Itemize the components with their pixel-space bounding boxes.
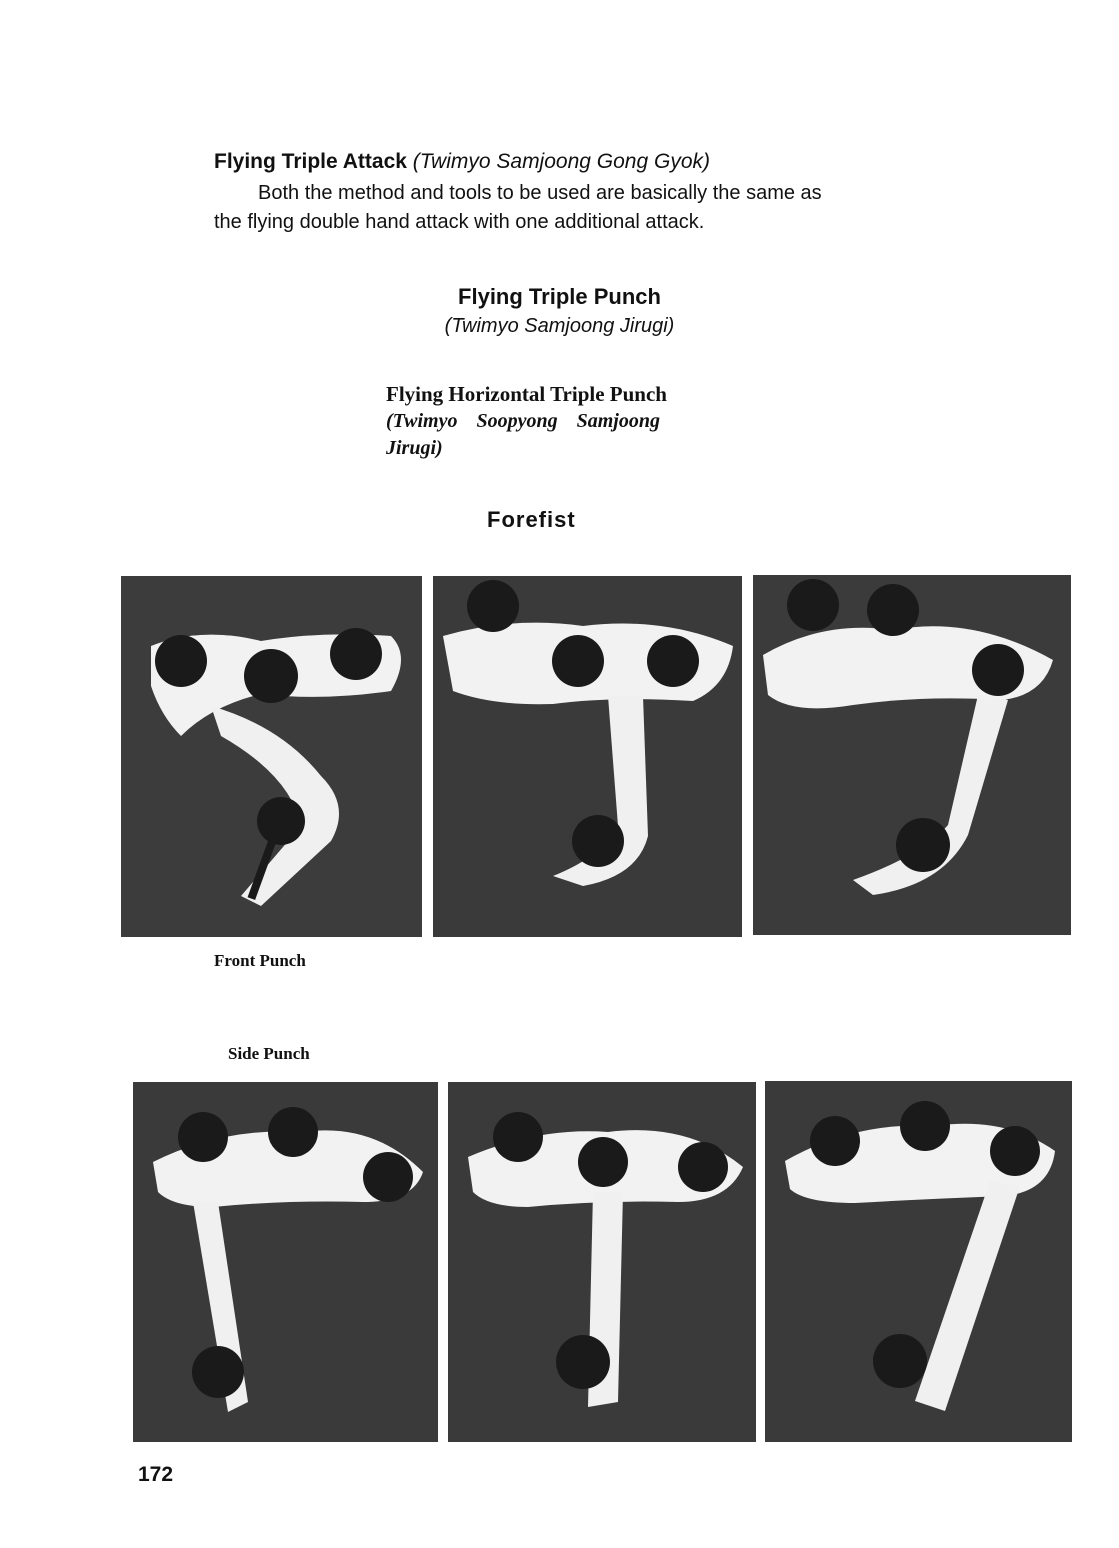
subsection-title: Flying Triple Punch [458,284,661,309]
section-heading [214,150,710,174]
photo-front-punch-1 [121,576,422,937]
photo-side-punch-2 [448,1082,756,1442]
technique-korean-line-2: Jirugi) [386,437,443,459]
photo-side-punch-3 [765,1081,1072,1442]
caption-side-punch: Side Punch [228,1044,310,1063]
subsection-title-korean: (Twimyo Samjoong Jirugi) [444,315,675,337]
photo-side-punch-1 [133,1082,438,1442]
photo-front-punch-2 [433,576,742,937]
caption-front-punch: Front Punch [214,951,306,970]
photo-front-punch-3 [753,575,1071,935]
section-title-korean: (Twimyo Samjoong Gong Gyok) [412,150,710,173]
section-paragraph-line-1: Both the method and tools to be used are basically the same as [258,182,822,204]
section-title: Flying Triple Attack [214,150,407,173]
technique-title: Flying Horizontal Triple Punch [386,382,667,406]
page-number: 172 [138,1463,174,1486]
tool-heading: Forefist [487,507,576,532]
section-paragraph-line-2: the flying double hand attack with one additional attack. [214,211,705,233]
technique-korean-line-1: (Twimyo Soopyong Samjoong [386,410,660,432]
